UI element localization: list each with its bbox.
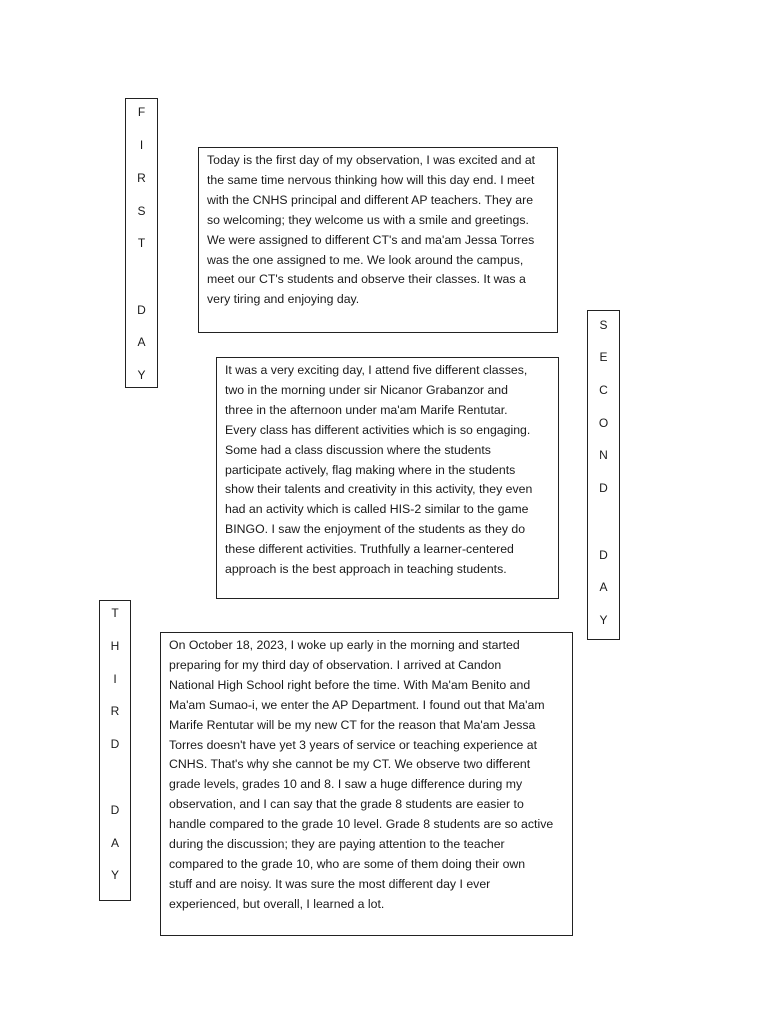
label-letter: T bbox=[137, 236, 146, 250]
label-letter: A bbox=[110, 836, 119, 850]
label-letter: Y bbox=[599, 613, 608, 627]
label-letter: F bbox=[137, 105, 146, 119]
label-letter: S bbox=[599, 318, 608, 332]
label-letter: O bbox=[598, 416, 609, 430]
first-day-label bbox=[125, 98, 158, 388]
label-letter: I bbox=[139, 138, 144, 152]
label-letter: E bbox=[599, 350, 608, 364]
second-day-entry: It was a very exciting day, I attend five different classes, two in the morning under sir Nicanor Grabanzor and three in the afternoon under ma'am Marife Rentutar. Every class has different activities which is so engaging. Some had a class discussion where the students participate actively, flag making where in the students show their talents and creativity in this activity, they even had an activity which is called HIS-2 similar to the game BINGO. I saw the enjoyment of the students as they do these different activities. Truthfully a learner-centered approach is the best approach in teaching students. bbox=[216, 357, 559, 599]
label-letter: N bbox=[599, 448, 608, 462]
label-letter: D bbox=[599, 548, 608, 562]
first-day-entry: Today is the first day of my observation, I was excited and at the same time nervous thinking how will this day end. I meet with the CNHS principal and different AP teachers. They are so welcoming; they welcome us with a smile and greetings. We were assigned to different CT's and ma'am Jessa Torres was the one assigned to me. We look around the campus, meet our CT's students and observe their classes. It was a very tiring and enjoying day. bbox=[198, 147, 558, 333]
third-day-label bbox=[99, 600, 131, 901]
label-letter: S bbox=[137, 204, 146, 218]
label-letter: D bbox=[110, 803, 120, 817]
label-letter: A bbox=[599, 580, 608, 594]
label-letter: C bbox=[599, 383, 608, 397]
label-letter: D bbox=[137, 303, 146, 317]
label-letter: A bbox=[137, 335, 146, 349]
label-letter: R bbox=[137, 171, 146, 185]
label-letter: T bbox=[111, 606, 119, 620]
label-letter: R bbox=[110, 704, 120, 718]
label-letter: D bbox=[110, 737, 120, 751]
label-letter: D bbox=[599, 481, 608, 495]
label-letter: Y bbox=[110, 868, 119, 882]
label-letter: H bbox=[110, 639, 120, 653]
third-day-entry: On October 18, 2023, I woke up early in the morning and started preparing for my third day of observation. I arrived at Candon National High School right before the time. With Ma'am Benito and Ma'am Sumao-i, we enter the AP Department. I found out that Ma'am Marife Rentutar will be my new CT for the reason that Ma'am Jessa Torres doesn't have yet 3 years of service or teaching experience at CNHS. That's why she cannot be my CT. We observe two different grade levels, grades 10 and 8. I saw a huge difference during my observation, and I can say that the grade 8 students are easier to handle compared to the grade 10 level. Grade 8 students are so active during the discussion; they are paying attention to the teacher compared to the grade 10, who are some of them doing their own stuff and are noisy. It was sure the most different day I ever experienced, but overall, I learned a lot. bbox=[160, 632, 573, 936]
label-letter: I bbox=[113, 672, 117, 686]
label-letter: Y bbox=[137, 368, 146, 382]
second-day-label bbox=[587, 310, 620, 640]
